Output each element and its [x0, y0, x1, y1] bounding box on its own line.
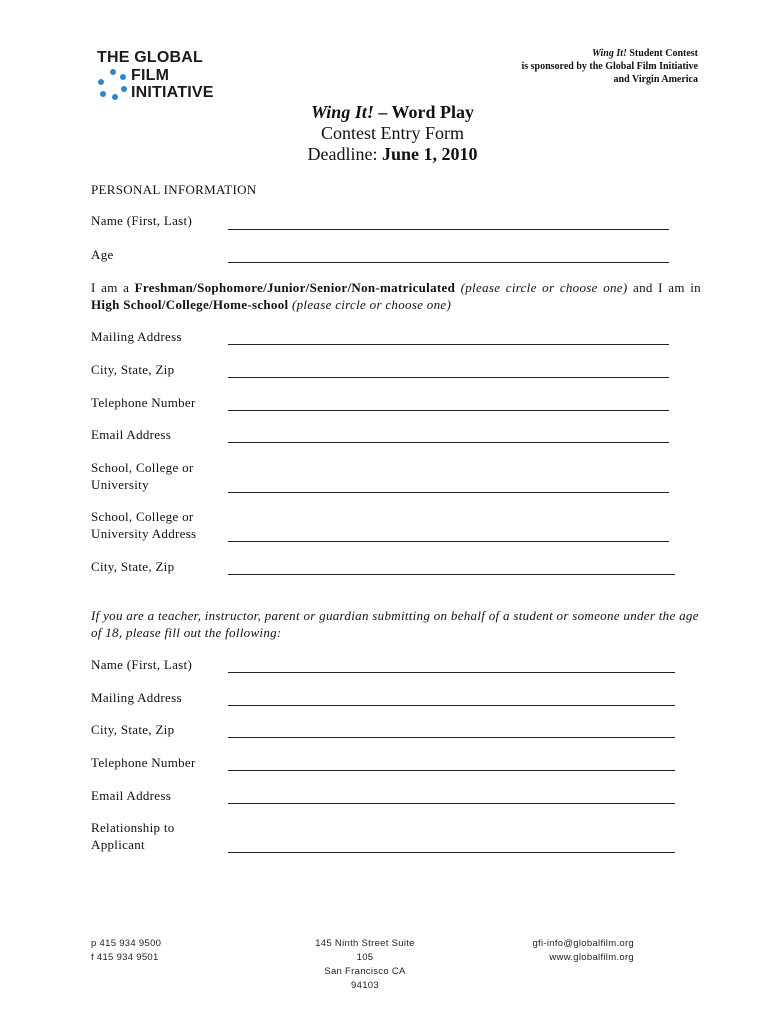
- field-label-name: Name (First, Last): [91, 213, 193, 228]
- footer-address-block: [310, 937, 420, 993]
- footer-contact-block: [532, 937, 634, 965]
- school-label-line-2: University: [91, 477, 149, 492]
- guardian-name-input-line[interactable]: [228, 672, 675, 673]
- field-label-school-address: [91, 508, 196, 542]
- relationship-label-line-1: Relationship to: [91, 820, 175, 835]
- guardian-mailing-address-input-line[interactable]: [228, 705, 675, 706]
- guardian-city-state-zip-input-line[interactable]: [228, 737, 675, 738]
- logo-line-1: THE GLOBAL: [97, 49, 203, 66]
- sponsor-line-3: and Virgin America: [613, 74, 698, 85]
- field-label-school-city-state-zip: City, State, Zip: [91, 559, 175, 574]
- guardian-email-input-line[interactable]: [228, 803, 675, 804]
- sponsor-line-2: is sponsored by the Global Film Initiative: [521, 61, 698, 72]
- film-circle-icon: [97, 68, 129, 100]
- logo-line-3: INITIATIVE: [131, 84, 214, 101]
- grade-hint-2: (please circle or choose one): [292, 297, 452, 312]
- grade-text-2: and I am in: [627, 280, 701, 295]
- footer-phone-block: [91, 937, 161, 965]
- section-heading-personal: PERSONAL INFORMATION: [91, 182, 257, 197]
- guardian-label-city-state-zip: City, State, Zip: [91, 722, 175, 737]
- mailing-address-input-line[interactable]: [228, 344, 669, 345]
- logo-line-2: FILM: [131, 67, 170, 84]
- school-label-line-1: School, College or: [91, 460, 194, 475]
- title-form-name: Contest Entry Form: [321, 123, 464, 143]
- field-label-city-state-zip: City, State, Zip: [91, 362, 175, 377]
- guardian-relationship-input-line[interactable]: [228, 852, 675, 853]
- relationship-label-line-2: Applicant: [91, 837, 145, 852]
- grade-hint-1: (please circle or choose one): [460, 280, 628, 295]
- grade-text-1: I am a: [91, 280, 135, 295]
- school-address-input-line[interactable]: [228, 541, 669, 542]
- guardian-label-name: Name (First, Last): [91, 657, 193, 672]
- guardian-label-email: Email Address: [91, 788, 172, 803]
- guardian-instructions: If you are a teacher, instructor, parent or guardian submitting on behalf of a student or someone under the age of 18, please fill out the following:: [91, 608, 699, 640]
- footer-address-line-2: San Francisco CA 94103: [324, 966, 406, 991]
- form-title: [0, 102, 770, 165]
- footer-email-link[interactable]: gfi-info@globalfilm.org: [532, 938, 634, 949]
- field-label-mailing-address: Mailing Address: [91, 329, 182, 344]
- footer-website-link[interactable]: www.globalfilm.org: [549, 952, 634, 963]
- age-input-line[interactable]: [228, 262, 669, 263]
- footer-phone: p 415 934 9500: [91, 938, 162, 949]
- school-address-label-line-1: School, College or: [91, 509, 194, 524]
- field-label-school: [91, 459, 194, 493]
- telephone-input-line[interactable]: [228, 410, 669, 411]
- school-address-label-line-2: University Address: [91, 526, 197, 541]
- sponsor-contest-name: Wing It!: [591, 48, 627, 59]
- deadline-label: Deadline:: [307, 144, 382, 164]
- school-input-line[interactable]: [228, 492, 669, 493]
- deadline-date: June 1, 2010: [381, 144, 478, 164]
- sponsor-line-1: Student Contest: [626, 48, 698, 59]
- grade-sentence: [91, 279, 701, 313]
- email-input-line[interactable]: [228, 442, 669, 443]
- footer-address-line-1: 145 Ninth Street Suite 105: [315, 938, 415, 963]
- title-subtitle: – Word Play: [373, 102, 475, 122]
- title-contest: Wing It!: [310, 102, 374, 122]
- guardian-label-telephone: Telephone Number: [91, 755, 196, 770]
- grade-levels-options[interactable]: Freshman/Sophomore/Junior/Senior/Non-matriculated: [134, 280, 456, 295]
- guardian-label-relationship: [91, 819, 175, 853]
- school-type-options[interactable]: High School/College/Home-school: [91, 297, 289, 312]
- city-state-zip-input-line[interactable]: [228, 377, 669, 378]
- global-film-initiative-logo: [97, 50, 227, 102]
- name-input-line[interactable]: [228, 229, 669, 230]
- school-city-state-zip-input-line[interactable]: [228, 574, 675, 575]
- guardian-label-mailing-address: Mailing Address: [91, 690, 182, 705]
- sponsor-note: [521, 47, 698, 86]
- field-label-age: Age: [91, 247, 114, 262]
- field-label-email: Email Address: [91, 427, 172, 442]
- guardian-telephone-input-line[interactable]: [228, 770, 675, 771]
- field-label-telephone: Telephone Number: [91, 395, 196, 410]
- footer-fax: f 415 934 9501: [91, 952, 159, 963]
